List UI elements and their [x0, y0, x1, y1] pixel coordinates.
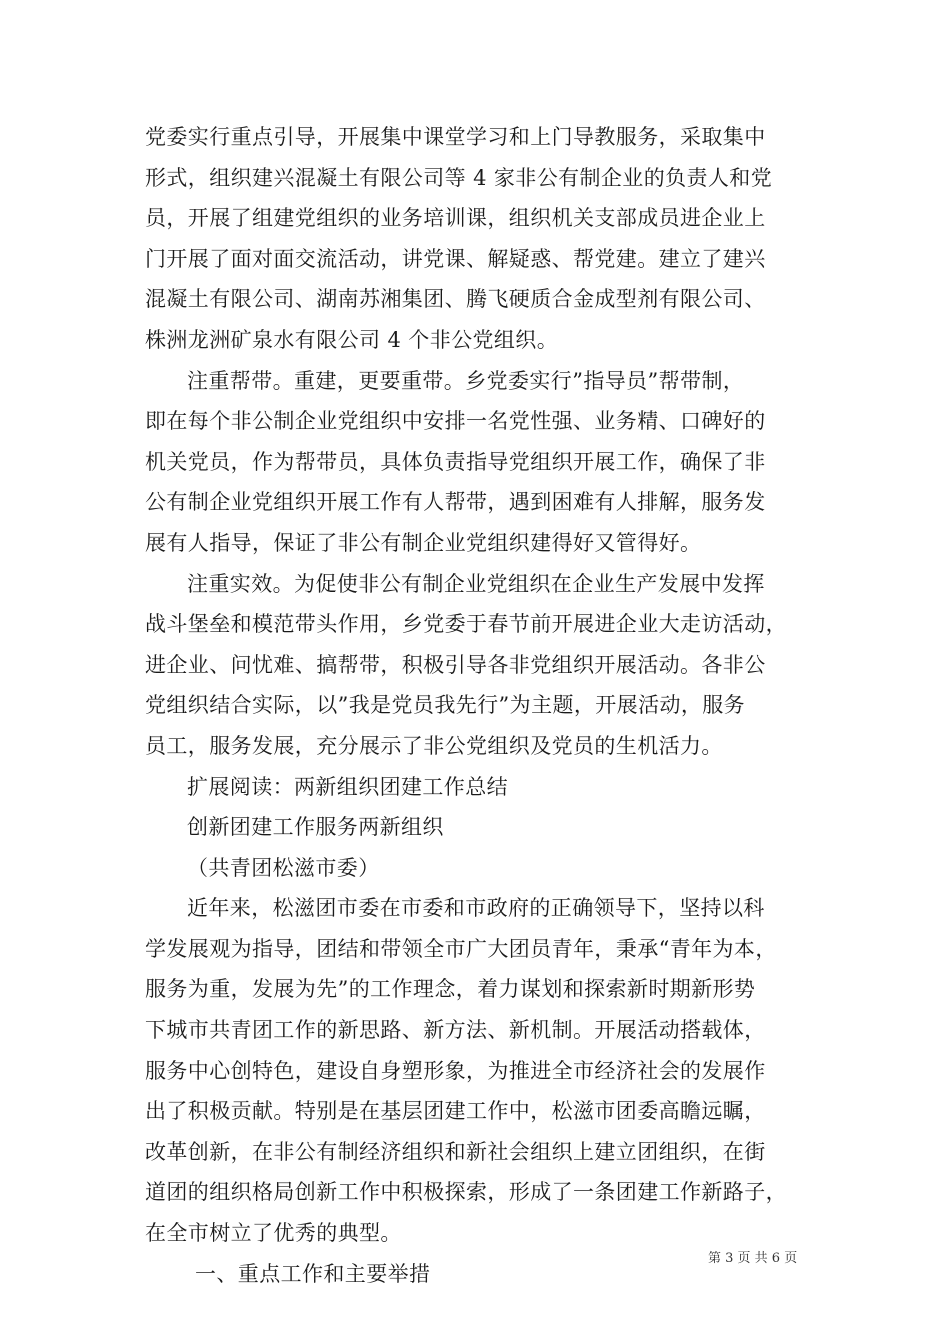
text-line: 机关党员，作为帮带员，具体负责指导党组织开展工作，确保了非 [145, 449, 766, 474]
document-body [145, 117, 810, 1294]
text-line: 在全市树立了优秀的典型。 [145, 1221, 402, 1246]
text-line: 员，开展了组建党组织的业务培训课，组织机关支部成员进企业上 [145, 206, 766, 231]
text-line: 员工，服务发展，充分展示了非公党组织及党员的生机活力。 [145, 733, 723, 758]
paragraph-heading-line: 注重实效。为促使非公有制企业党组织在企业生产发展中发挥 [187, 571, 765, 596]
text-line: 学发展观为指导，团结和带领全市广大团员青年，秉承“青年为本， [145, 936, 777, 961]
text-line: 进企业、问忧难、搞帮带，积极引导各非党组织开展活动。各非公 [145, 652, 766, 677]
text-line: 战斗堡垒和模范带头作用，乡党委于春节前开展进企业大走访活动， [145, 612, 787, 637]
text-line: 下城市共青团工作的新思路、新方法、新机制。开展活动搭载体， [145, 1018, 766, 1043]
text-line: 服务为重，发展为先”的工作理念，着力谋划和探索新时期新形势 [145, 977, 756, 1002]
text-line: 道团的组织格局创新工作中积极探索，形成了一条团建工作新路子， [145, 1180, 787, 1205]
text-line: 展有人指导，保证了非公有制企业党组织建得好又管得好。 [145, 530, 702, 555]
text-line: 党委实行重点引导，开展集中课堂学习和上门导教服务，采取集中 [145, 125, 766, 149]
text-line: 混凝土有限公司、湖南苏湘集团、腾飞硬质合金成型剂有限公司、 [145, 287, 766, 312]
text-line: 门开展了面对面交流活动，讲党课、解疑惑、帮党建。建立了建兴 [145, 246, 766, 271]
text-line: 服务中心创特色，建设自身塑形象，为推进全市经济社会的发展作 [145, 1058, 766, 1083]
text-line: 党组织结合实际，以”我是党员我先行”为主题，开展活动，服务 [145, 693, 746, 718]
paragraph-heading-line: 注重帮带。重建，更要重带。乡党委实行”指导员”帮带制， [187, 368, 745, 393]
page-number-footer: 第 3 页 共 6 页 [708, 1251, 798, 1266]
text-line: 近年来，松滋团市委在市委和市政府的正确领导下，坚持以科 [187, 896, 765, 921]
text-line: 出了积极贡献。特别是在基层团建工作中，松滋市团委高瞻远瞩， [145, 1099, 766, 1124]
text-line: 即在每个非公制企业党组织中安排一名党性强、业务精、口碑好的 [145, 409, 766, 434]
article-author: （共青团松滋市委） [187, 855, 380, 880]
text-line: 公有制企业党组织开展工作有人帮带，遇到困难有人排解，服务发 [145, 490, 766, 515]
text-line: 株洲龙洲矿泉水有限公司 4 个非公党组织。 [145, 327, 559, 352]
text-line: 形式，组织建兴混凝土有限公司等 4 家非公有制企业的负责人和党 [145, 165, 773, 190]
extended-reading-label: 扩展阅读：两新组织团建工作总结 [187, 774, 508, 799]
text-line: 改革创新，在非公有制经济组织和新社会组织上建立团组织，在街 [145, 1139, 766, 1164]
article-title: 创新团建工作服务两新组织 [187, 815, 444, 840]
section-heading: 一、重点工作和主要举措 [195, 1261, 431, 1286]
